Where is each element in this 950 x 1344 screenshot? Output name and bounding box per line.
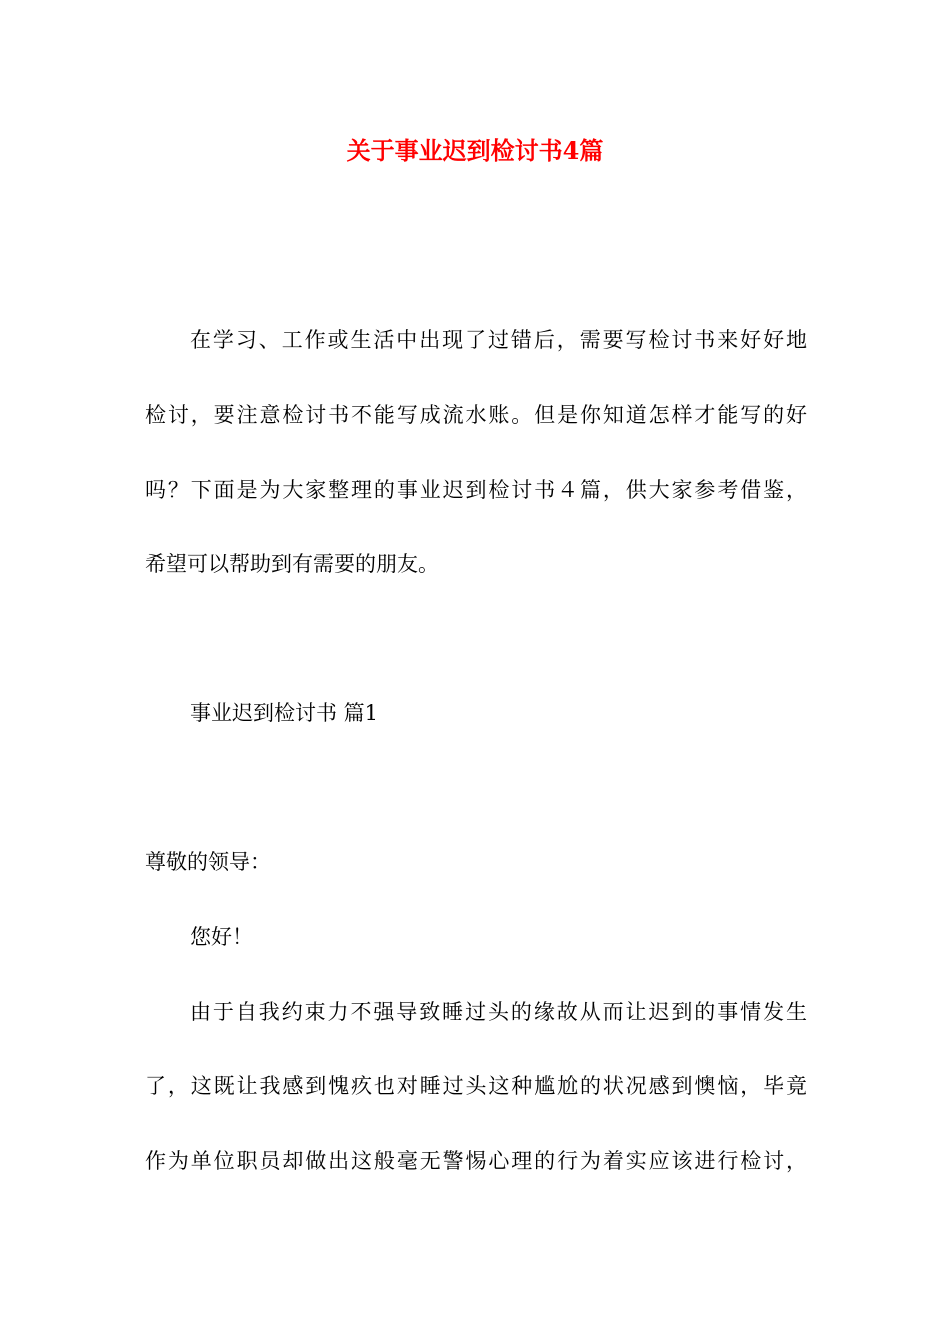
intro-line-2: 检讨，要注意检讨书不能写成流水账。但是你知道怎样才能写的好: [145, 403, 807, 427]
intro-line-3: 吗？下面是为大家整理的事业迟到检讨书４篇，供大家参考借鉴，: [145, 478, 807, 502]
document-title: 关于事业迟到检讨书4篇: [346, 136, 604, 165]
intro-line-4: 希望可以帮助到有需要的朋友。: [145, 552, 439, 576]
section-heading: 事业迟到检讨书 篇1: [190, 701, 379, 725]
body-line-2: 了，这既让我感到愧疚也对睡过头这种尴尬的状况感到懊恼，毕竟: [145, 1074, 807, 1098]
body-line-3: 作为单位职员却做出这般毫无警惕心理的行为着实应该进行检讨，: [145, 1149, 807, 1173]
salutation: 尊敬的领导：: [145, 850, 271, 874]
intro-line-1: 在学习、工作或生活中出现了过错后，需要写检讨书来好好地: [190, 328, 807, 352]
body-line-1: 由于自我约束力不强导致睡过头的缘故从而让迟到的事情发生: [190, 1000, 807, 1024]
greeting: 您好！: [190, 925, 253, 949]
